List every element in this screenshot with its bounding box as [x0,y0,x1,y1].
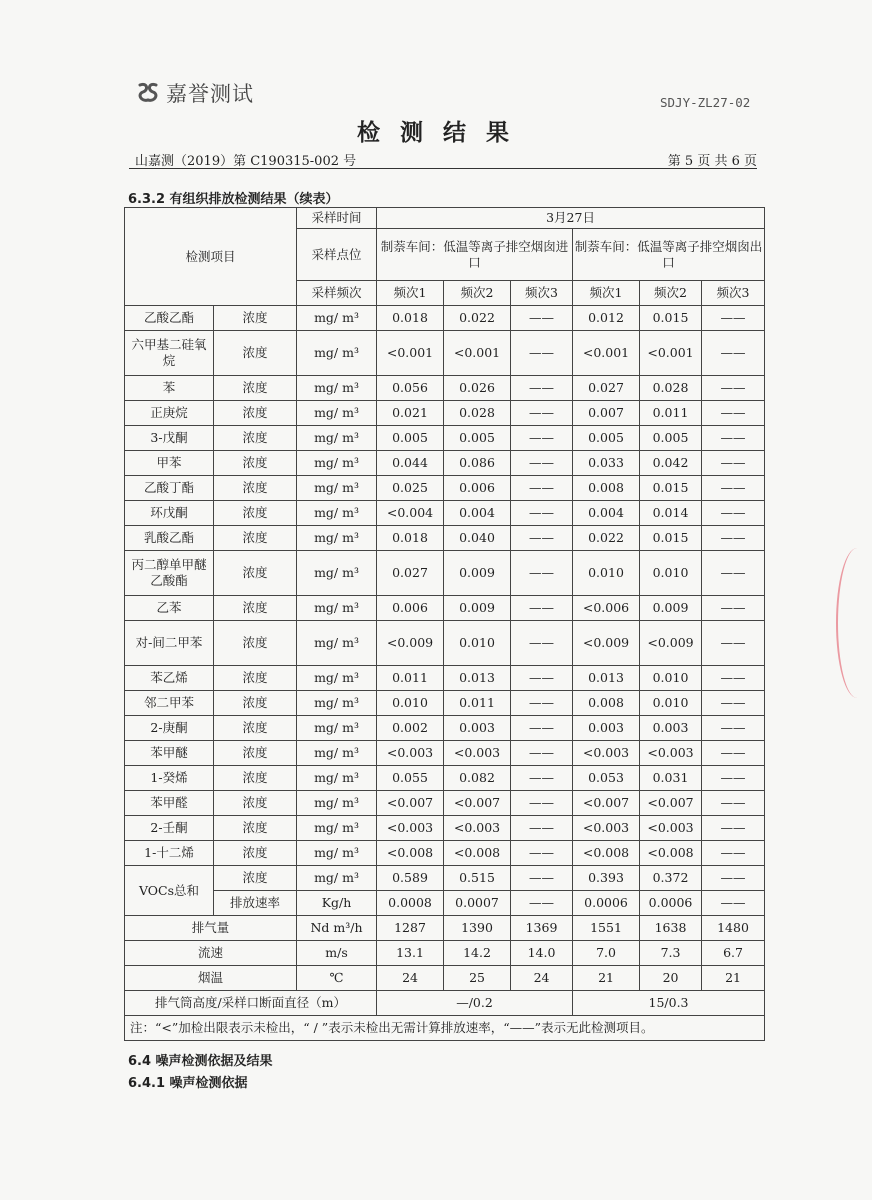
item-name: 丙二醇单甲醚乙酸酯 [125,551,214,596]
value-cell: <0.006 [573,596,640,621]
value-cell: <0.001 [573,331,640,376]
value-cell: <0.008 [640,841,702,866]
value-cell: 13.1 [377,941,444,966]
value-cell: 0.005 [573,426,640,451]
table-row [125,621,765,666]
value-cell: 1287 [377,916,444,941]
value-cell: —— [702,376,765,401]
value-cell: 0.009 [444,551,511,596]
value-cell: 25 [444,966,511,991]
param-name: 浓度 [214,816,297,841]
table-row [125,331,765,376]
value-cell: <0.003 [573,741,640,766]
value-cell: <0.008 [444,841,511,866]
param-name: 浓度 [214,666,297,691]
param-name: 浓度 [214,376,297,401]
freq-cell: 频次3 [702,281,765,306]
table-row [125,741,765,766]
value-cell: —— [511,476,573,501]
value-cell: —— [511,741,573,766]
item-name: 邻二甲苯 [125,691,214,716]
value-cell: 24 [377,966,444,991]
value-cell: —— [702,766,765,791]
value-cell: 0.027 [377,551,444,596]
unit-cell: mg/ m³ [297,376,377,401]
unit-cell: mg/ m³ [297,401,377,426]
value-cell: 0.010 [640,551,702,596]
item-name: 3-戊酮 [125,426,214,451]
item-name: VOCs总和 [125,866,214,916]
value-cell: 0.009 [640,596,702,621]
value-cell: 0.086 [444,451,511,476]
value-cell: 0.011 [377,666,444,691]
value-cell: 0.004 [573,501,640,526]
param-name: 浓度 [214,331,297,376]
company-name: 嘉誉测试 [166,82,254,106]
value-cell: 0.0007 [444,891,511,916]
value-cell: 0.010 [377,691,444,716]
unit-cell: mg/ m³ [297,331,377,376]
value-cell: 0.005 [444,426,511,451]
value-cell: —— [511,526,573,551]
value-cell: 0.010 [444,621,511,666]
freq-cell: 频次3 [511,281,573,306]
report-number: 山嘉测（2019）第 C190315-002 号 [135,154,357,169]
value-cell: 0.005 [377,426,444,451]
section-heading-6-4-1: 6.4.1 噪声检测依据 [128,1076,248,1091]
value-cell: —— [511,841,573,866]
param-name: 浓度 [214,501,297,526]
value-cell: —— [702,551,765,596]
stack-inlet: —/0.2 [377,991,573,1016]
page-info: 第 5 页 共 6 页 [667,154,757,169]
param-name: 浓度 [214,791,297,816]
item-name: 2-庚酮 [125,716,214,741]
value-cell: 0.007 [573,401,640,426]
value-cell: <0.003 [377,816,444,841]
stack-outlet: 15/0.3 [573,991,765,1016]
value-cell: 0.056 [377,376,444,401]
unit-cell: mg/ m³ [297,596,377,621]
row-label: 流速 [125,941,297,966]
value-cell: —— [702,791,765,816]
param-name: 浓度 [214,716,297,741]
param-name: 浓度 [214,451,297,476]
header-sampling-time: 采样时间 [297,208,377,229]
unit-cell: mg/ m³ [297,551,377,596]
item-name: 1-十二烯 [125,841,214,866]
value-cell: —— [702,476,765,501]
unit-cell: mg/ m³ [297,621,377,666]
table-row [125,866,765,891]
value-cell: 0.002 [377,716,444,741]
table-row [125,501,765,526]
table-note-row [125,1016,765,1041]
param-name: 浓度 [214,526,297,551]
value-cell: 0.015 [640,526,702,551]
table-row [125,816,765,841]
table-row [125,691,765,716]
results-table-body [125,208,765,1041]
table-row [125,596,765,621]
unit-cell: mg/ m³ [297,691,377,716]
value-cell: 0.028 [640,376,702,401]
value-cell: —— [511,596,573,621]
value-cell: 14.2 [444,941,511,966]
value-cell: 0.022 [573,526,640,551]
value-cell: 0.013 [444,666,511,691]
value-cell: —— [702,691,765,716]
param-name: 浓度 [214,766,297,791]
value-cell: 0.053 [573,766,640,791]
table-row [125,716,765,741]
value-cell: <0.008 [377,841,444,866]
point-outlet: 制萘车间：低温等离子排空烟囱出口 [573,229,765,281]
unit-cell: mg/ m³ [297,716,377,741]
logo-icon [135,80,161,106]
value-cell: —— [702,426,765,451]
point-inlet: 制萘车间：低温等离子排空烟囱进口 [377,229,573,281]
unit-cell: mg/ m³ [297,501,377,526]
value-cell: <0.003 [444,816,511,841]
red-seal-mark [836,548,872,698]
value-cell: 0.003 [444,716,511,741]
value-cell: 0.014 [640,501,702,526]
value-cell: 24 [511,966,573,991]
table-row [125,551,765,596]
value-cell: <0.009 [377,621,444,666]
value-cell: 0.008 [573,691,640,716]
freq-cell: 频次1 [377,281,444,306]
value-cell: —— [511,816,573,841]
item-name: 乙酸乙酯 [125,306,214,331]
value-cell: 1369 [511,916,573,941]
param-name: 浓度 [214,741,297,766]
value-cell: <0.007 [640,791,702,816]
value-cell: 0.515 [444,866,511,891]
item-name: 苯甲醚 [125,741,214,766]
table-note: 注：“<”加检出限表示未检出，“ / ”表示未检出无需计算排放速率，“——”表示无此检测项目。 [125,1016,765,1041]
value-cell: —— [702,741,765,766]
value-cell: <0.007 [444,791,511,816]
row-label: 排气量 [125,916,297,941]
value-cell: 0.082 [444,766,511,791]
value-cell: 21 [573,966,640,991]
table-row [125,841,765,866]
value-cell: 0.028 [444,401,511,426]
unit-cell: Kg/h [297,891,377,916]
table-row [125,941,765,966]
table-row [125,991,765,1016]
value-cell: 0.0008 [377,891,444,916]
row-label: 烟温 [125,966,297,991]
value-cell: 0.393 [573,866,640,891]
value-cell: —— [702,666,765,691]
unit-cell: mg/ m³ [297,666,377,691]
table-row [125,376,765,401]
value-cell: <0.003 [444,741,511,766]
item-name: 正庚烷 [125,401,214,426]
value-cell: <0.007 [377,791,444,816]
item-name: 环戊酮 [125,501,214,526]
value-cell: <0.009 [640,621,702,666]
table-row [125,791,765,816]
value-cell: 0.003 [640,716,702,741]
value-cell: 0.010 [640,691,702,716]
item-name: 乙酸丁酯 [125,476,214,501]
value-cell: 0.003 [573,716,640,741]
value-cell: 0.011 [640,401,702,426]
table-row [125,666,765,691]
value-cell: 0.018 [377,306,444,331]
unit-cell: mg/ m³ [297,841,377,866]
value-cell: —— [702,501,765,526]
value-cell: <0.001 [377,331,444,376]
freq-cell: 频次2 [640,281,702,306]
value-cell: —— [511,451,573,476]
unit-cell: mg/ m³ [297,766,377,791]
value-cell: 0.006 [377,596,444,621]
header-sampling-point: 采样点位 [297,229,377,281]
unit-cell: mg/ m³ [297,791,377,816]
value-cell: 1390 [444,916,511,941]
row-label: 排气筒高度/采样口断面直径（m） [125,991,377,1016]
value-cell: 0.044 [377,451,444,476]
table-header-row [125,208,765,229]
value-cell: 0.006 [444,476,511,501]
value-cell: —— [511,376,573,401]
table-row [125,526,765,551]
value-cell: 0.011 [444,691,511,716]
param-name: 浓度 [214,621,297,666]
value-cell: 0.372 [640,866,702,891]
item-name: 六甲基二硅氧烷 [125,331,214,376]
value-cell: —— [511,766,573,791]
value-cell: 0.040 [444,526,511,551]
item-name: 对-间二甲苯 [125,621,214,666]
value-cell: 7.3 [640,941,702,966]
value-cell: —— [702,816,765,841]
value-cell: —— [511,551,573,596]
unit-cell: Nd m³/h [297,916,377,941]
param-name: 浓度 [214,306,297,331]
value-cell: —— [702,331,765,376]
value-cell: 0.018 [377,526,444,551]
param-name: 浓度 [214,401,297,426]
value-cell: —— [702,526,765,551]
unit-cell: mg/ m³ [297,451,377,476]
table-row [125,306,765,331]
section-heading-6-3-2: 6.3.2 有组织排放检测结果（续表） [128,192,339,207]
value-cell: 20 [640,966,702,991]
value-cell: 1480 [702,916,765,941]
value-cell: 0.008 [573,476,640,501]
value-cell: 0.010 [640,666,702,691]
value-cell: —— [511,866,573,891]
section-heading-6-4: 6.4 噪声检测依据及结果 [128,1054,273,1069]
item-name: 2-壬酮 [125,816,214,841]
value-cell: 0.010 [573,551,640,596]
sampling-date: 3月27日 [377,208,765,229]
value-cell: 0.012 [573,306,640,331]
table-row [125,476,765,501]
unit-cell: mg/ m³ [297,866,377,891]
value-cell: —— [511,791,573,816]
item-name: 乳酸乙酯 [125,526,214,551]
value-cell: 0.055 [377,766,444,791]
unit-cell: mg/ m³ [297,306,377,331]
param-name: 浓度 [214,551,297,596]
company-logo [135,78,254,108]
value-cell: <0.003 [377,741,444,766]
value-cell: 0.022 [444,306,511,331]
param-name: 浓度 [214,691,297,716]
document-code: SDJY-ZL27-02 [660,95,751,110]
value-cell: 0.031 [640,766,702,791]
results-table [124,207,765,1041]
value-cell: —— [511,306,573,331]
item-name: 甲苯 [125,451,214,476]
value-cell: <0.003 [640,741,702,766]
value-cell: <0.001 [640,331,702,376]
value-cell: —— [511,621,573,666]
item-name: 1-癸烯 [125,766,214,791]
value-cell: 0.027 [573,376,640,401]
value-cell: 0.033 [573,451,640,476]
value-cell: <0.007 [573,791,640,816]
value-cell: —— [511,691,573,716]
value-cell: —— [702,621,765,666]
value-cell: 0.015 [640,306,702,331]
value-cell: —— [511,401,573,426]
item-name: 苯 [125,376,214,401]
table-row [125,891,765,916]
value-cell: 0.025 [377,476,444,501]
value-cell: —— [702,451,765,476]
value-cell: 14.0 [511,941,573,966]
value-cell: —— [702,866,765,891]
unit-cell: mg/ m³ [297,526,377,551]
freq-cell: 频次2 [444,281,511,306]
unit-cell: mg/ m³ [297,816,377,841]
value-cell: —— [702,841,765,866]
report-info-line [129,150,757,169]
param-name: 浓度 [214,426,297,451]
item-name: 乙苯 [125,596,214,621]
param-name: 排放速率 [214,891,297,916]
table-row [125,426,765,451]
table-row [125,401,765,426]
value-cell: <0.001 [444,331,511,376]
freq-cell: 频次1 [573,281,640,306]
value-cell: 0.004 [444,501,511,526]
value-cell: —— [702,401,765,426]
value-cell: 1638 [640,916,702,941]
table-row [125,966,765,991]
param-name: 浓度 [214,596,297,621]
value-cell: —— [702,306,765,331]
value-cell: —— [702,596,765,621]
value-cell: —— [511,501,573,526]
header-item: 检测项目 [125,208,297,306]
value-cell: 0.013 [573,666,640,691]
value-cell: 0.0006 [640,891,702,916]
value-cell: <0.004 [377,501,444,526]
value-cell: 7.0 [573,941,640,966]
value-cell: 6.7 [702,941,765,966]
value-cell: 0.015 [640,476,702,501]
table-row [125,916,765,941]
param-name: 浓度 [214,841,297,866]
value-cell: —— [511,891,573,916]
value-cell: <0.003 [640,816,702,841]
page-title: 检 测 结 果 [356,120,516,146]
value-cell: 0.009 [444,596,511,621]
value-cell: —— [511,716,573,741]
unit-cell: mg/ m³ [297,426,377,451]
param-name: 浓度 [214,476,297,501]
value-cell: <0.008 [573,841,640,866]
value-cell: —— [511,426,573,451]
value-cell: 0.589 [377,866,444,891]
value-cell: —— [702,716,765,741]
value-cell: 0.0006 [573,891,640,916]
value-cell: 0.005 [640,426,702,451]
item-name: 苯甲醛 [125,791,214,816]
item-name: 苯乙烯 [125,666,214,691]
value-cell: 0.042 [640,451,702,476]
value-cell: <0.003 [573,816,640,841]
value-cell: 21 [702,966,765,991]
table-row [125,766,765,791]
param-name: 浓度 [214,866,297,891]
header-sampling-frequency: 采样频次 [297,281,377,306]
value-cell: —— [511,666,573,691]
value-cell: <0.009 [573,621,640,666]
value-cell: —— [511,331,573,376]
unit-cell: mg/ m³ [297,741,377,766]
value-cell: —— [702,891,765,916]
value-cell: 0.026 [444,376,511,401]
unit-cell: mg/ m³ [297,476,377,501]
value-cell: 1551 [573,916,640,941]
unit-cell: ℃ [297,966,377,991]
value-cell: 0.021 [377,401,444,426]
unit-cell: m/s [297,941,377,966]
table-row [125,451,765,476]
